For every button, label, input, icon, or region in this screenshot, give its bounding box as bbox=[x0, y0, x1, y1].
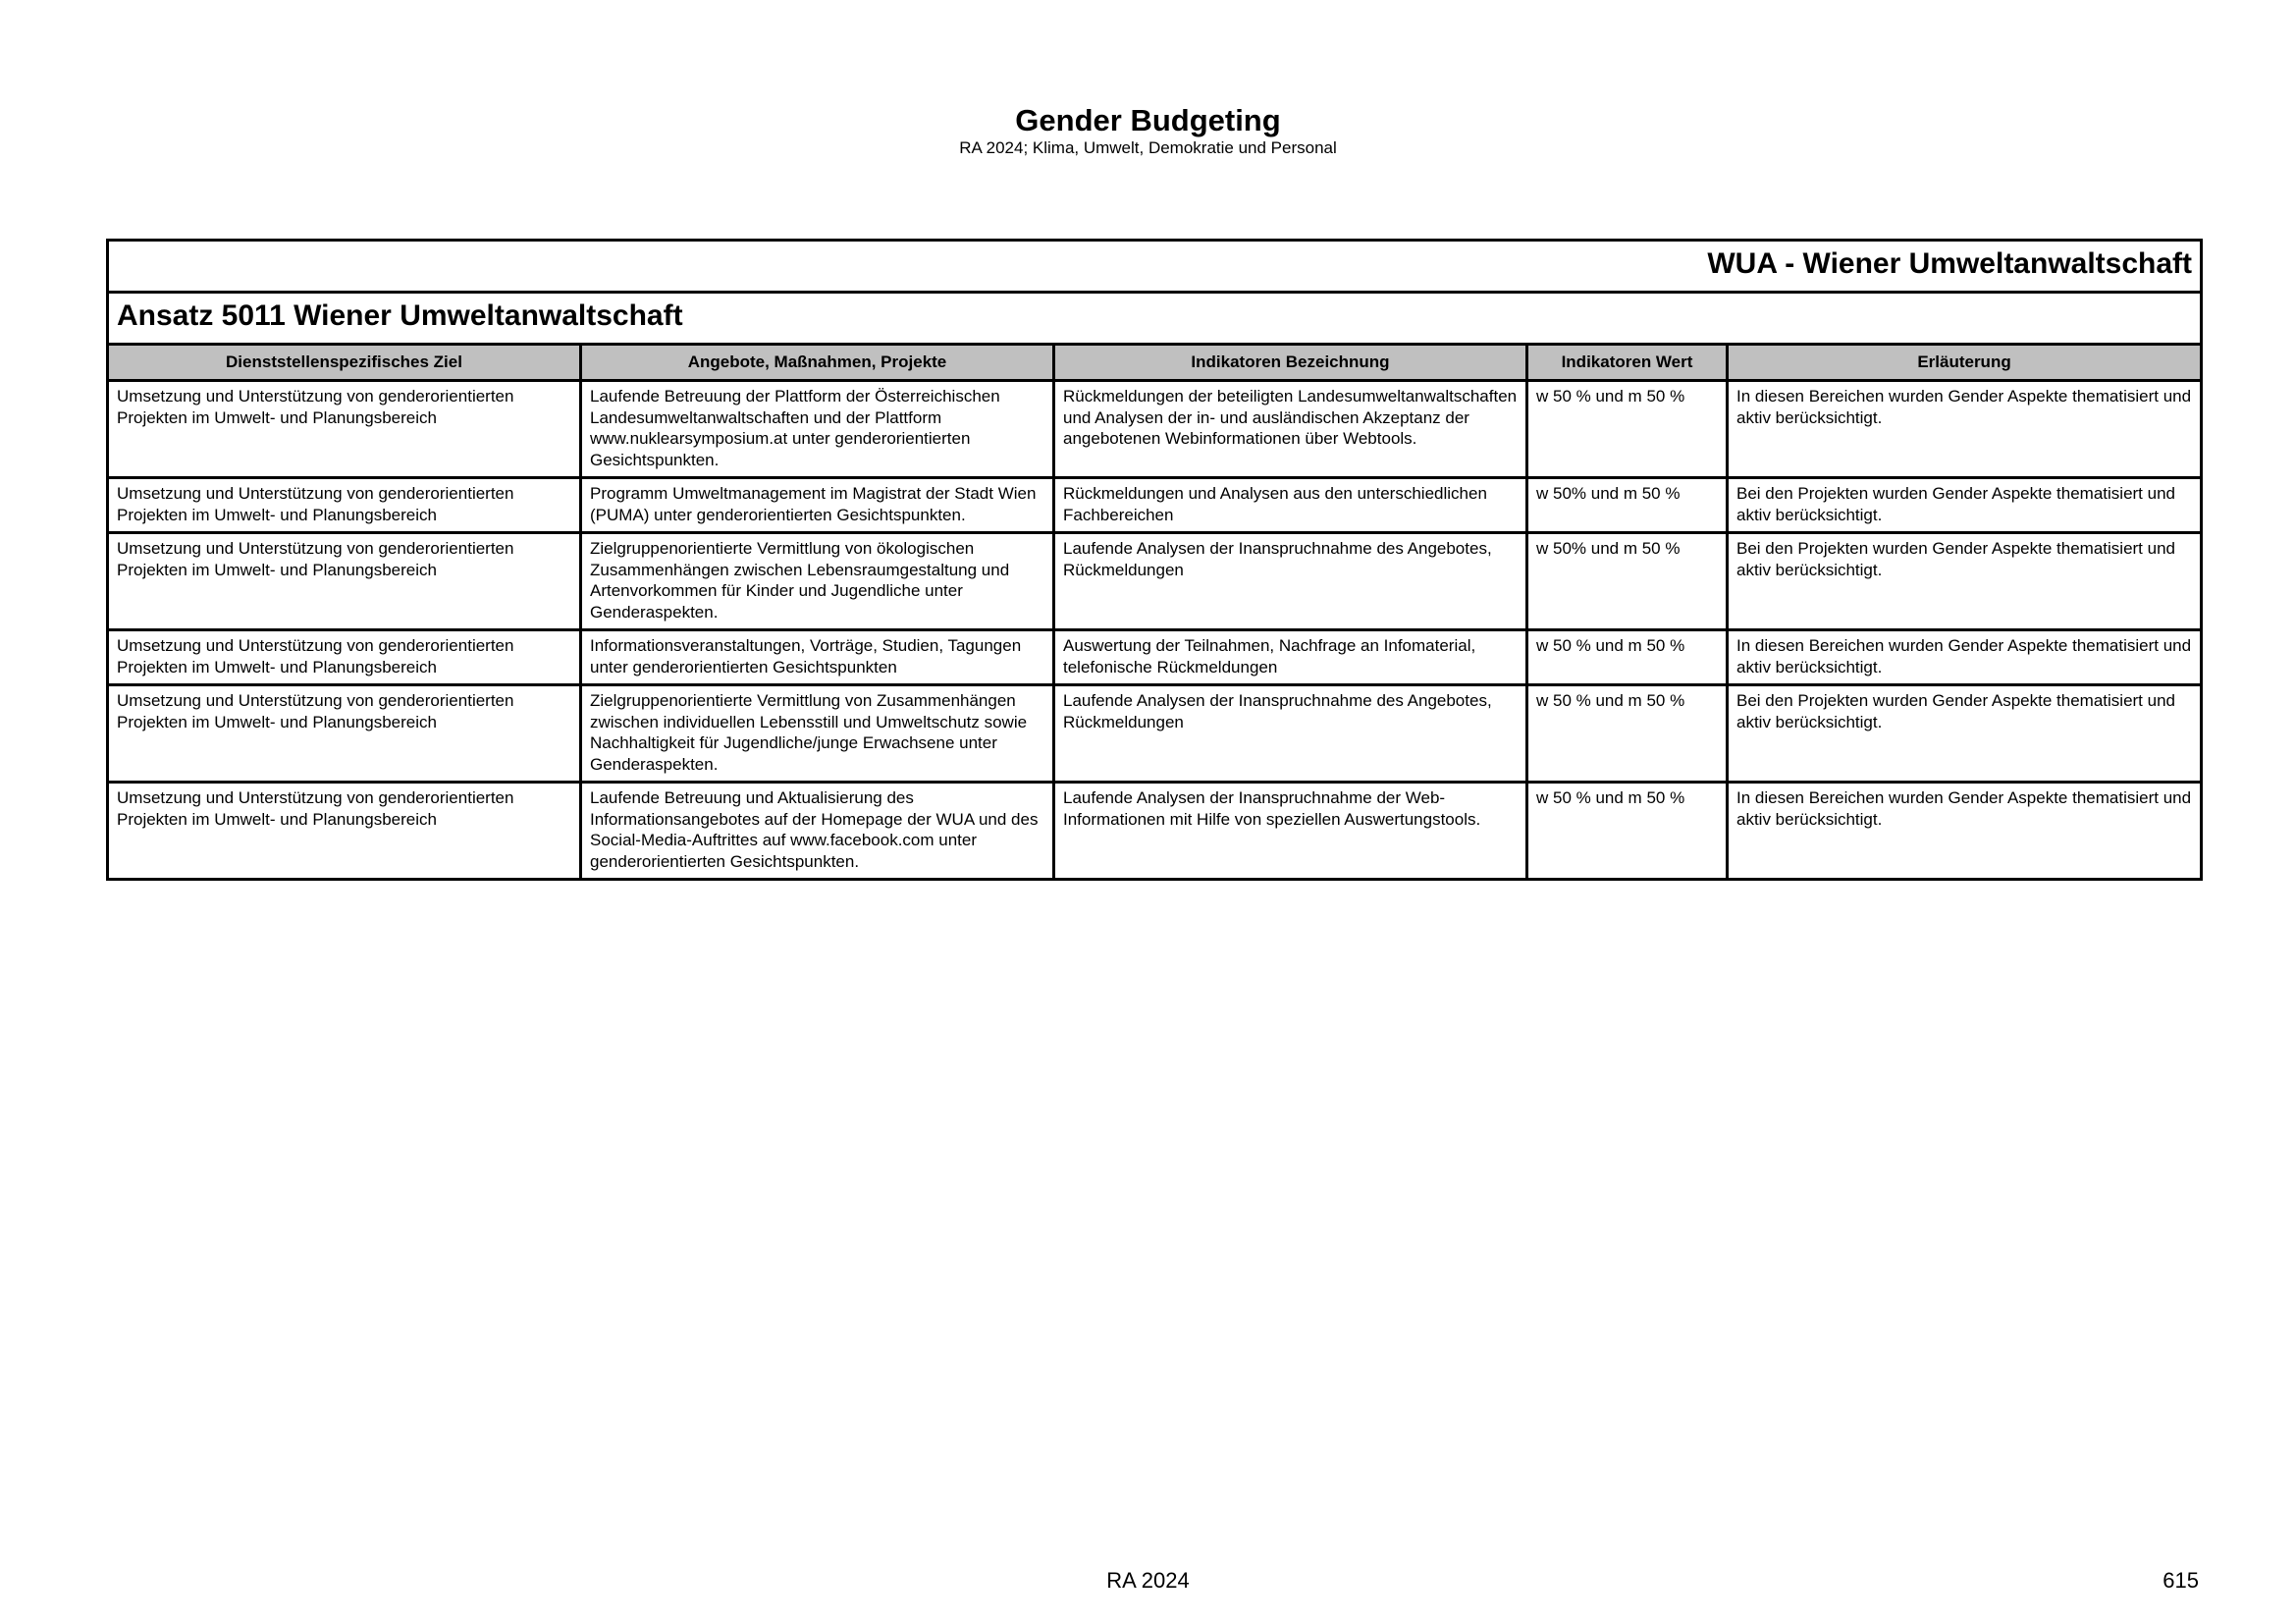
cell-erlaeuterung: In diesen Bereichen wurden Gender Aspekte thematisiert und aktiv berücksichtigt. bbox=[1728, 783, 2202, 880]
ansatz-title: Ansatz 5011 Wiener Umweltanwaltschaft bbox=[108, 293, 2202, 345]
column-header-erlaeuterung: Erläuterung bbox=[1728, 345, 2202, 381]
cell-indikator: Rückmeldungen der beteiligten Landesumweltanwaltschaften und Analysen der in- und ausländischen Akzeptanz der angebotenen Webinformationen über Webtools. bbox=[1054, 381, 1527, 478]
table-row bbox=[108, 381, 2202, 478]
cell-massnahmen: Zielgruppenorientierte Vermittlung von ökologischen Zusammenhängen zwischen Lebensraumgestaltung und Artenvorkommen für Kinder und Jugendliche unter Genderaspekten. bbox=[581, 533, 1054, 630]
cell-wert: w 50% und m 50 % bbox=[1527, 533, 1728, 630]
page-subtitle: RA 2024; Klima, Umwelt, Demokratie und Personal bbox=[959, 138, 1337, 157]
cell-wert: w 50 % und m 50 % bbox=[1527, 381, 1728, 478]
cell-indikator: Laufende Analysen der Inanspruchnahme des Angebotes, Rückmeldungen bbox=[1054, 685, 1527, 783]
column-header-massnahmen: Angebote, Maßnahmen, Projekte bbox=[581, 345, 1054, 381]
cell-indikator: Laufende Analysen der Inanspruchnahme der Web-Informationen mit Hilfe von speziellen Auswertungstools. bbox=[1054, 783, 1527, 880]
column-header-wert: Indikatoren Wert bbox=[1527, 345, 1728, 381]
cell-massnahmen: Programm Umweltmanagement im Magistrat der Stadt Wien (PUMA) unter genderorientierten Gesichtspunkten. bbox=[581, 478, 1054, 533]
table-row bbox=[108, 533, 2202, 630]
table-row bbox=[108, 630, 2202, 685]
table-row bbox=[108, 478, 2202, 533]
table-row bbox=[108, 685, 2202, 783]
cell-massnahmen: Laufende Betreuung der Plattform der Österreichischen Landesumweltanwaltschaften und der Plattform www.nuklearsymposium.at unter genderorientierten Gesichtspunkten. bbox=[581, 381, 1054, 478]
cell-wert: w 50 % und m 50 % bbox=[1527, 783, 1728, 880]
cell-wert: w 50% und m 50 % bbox=[1527, 478, 1728, 533]
cell-ziel: Umsetzung und Unterstützung von genderorientierten Projekten im Umwelt- und Planungsbereich bbox=[108, 630, 581, 685]
cell-wert: w 50 % und m 50 % bbox=[1527, 630, 1728, 685]
gender-budgeting-table bbox=[106, 239, 2203, 881]
cell-erlaeuterung: Bei den Projekten wurden Gender Aspekte thematisiert und aktiv berücksichtigt. bbox=[1728, 685, 2202, 783]
footer-label: RA 2024 bbox=[1106, 1568, 1190, 1593]
column-header-row bbox=[108, 345, 2202, 381]
cell-ziel: Umsetzung und Unterstützung von genderorientierten Projekten im Umwelt- und Planungsbereich bbox=[108, 381, 581, 478]
cell-erlaeuterung: Bei den Projekten wurden Gender Aspekte thematisiert und aktiv berücksichtigt. bbox=[1728, 533, 2202, 630]
cell-wert: w 50 % und m 50 % bbox=[1527, 685, 1728, 783]
ansatz-row bbox=[108, 293, 2202, 345]
cell-massnahmen: Laufende Betreuung und Aktualisierung des Informationsangebotes auf der Homepage der WUA und des Social-Media-Auftrittes auf www.facebook.com unter genderorientierten Gesichtspunkten. bbox=[581, 783, 1054, 880]
cell-massnahmen: Zielgruppenorientierte Vermittlung von Zusammenhängen zwischen individuellen Lebensstill und Umweltschutz sowie Nachhaltigkeit für Jugendliche/junge Erwachsene unter Genderaspekten. bbox=[581, 685, 1054, 783]
page-title: Gender Budgeting bbox=[1015, 103, 1281, 137]
cell-erlaeuterung: Bei den Projekten wurden Gender Aspekte thematisiert und aktiv berücksichtigt. bbox=[1728, 478, 2202, 533]
department-row bbox=[108, 241, 2202, 293]
cell-indikator: Laufende Analysen der Inanspruchnahme des Angebotes, Rückmeldungen bbox=[1054, 533, 1527, 630]
page-number: 615 bbox=[2163, 1568, 2199, 1593]
cell-erlaeuterung: In diesen Bereichen wurden Gender Aspekte thematisiert und aktiv berücksichtigt. bbox=[1728, 630, 2202, 685]
cell-ziel: Umsetzung und Unterstützung von genderorientierten Projekten im Umwelt- und Planungsbereich bbox=[108, 478, 581, 533]
column-header-ziel: Dienststellenspezifisches Ziel bbox=[108, 345, 581, 381]
cell-ziel: Umsetzung und Unterstützung von genderorientierten Projekten im Umwelt- und Planungsbereich bbox=[108, 533, 581, 630]
cell-indikator: Rückmeldungen und Analysen aus den unterschiedlichen Fachbereichen bbox=[1054, 478, 1527, 533]
cell-erlaeuterung: In diesen Bereichen wurden Gender Aspekte thematisiert und aktiv berücksichtigt. bbox=[1728, 381, 2202, 478]
cell-ziel: Umsetzung und Unterstützung von genderorientierten Projekten im Umwelt- und Planungsbereich bbox=[108, 783, 581, 880]
cell-massnahmen: Informationsveranstaltungen, Vorträge, Studien, Tagungen unter genderorientierten Gesichtspunkten bbox=[581, 630, 1054, 685]
table-row bbox=[108, 783, 2202, 880]
department-title: WUA - Wiener Umweltanwaltschaft bbox=[108, 241, 2202, 293]
cell-indikator: Auswertung der Teilnahmen, Nachfrage an Infomaterial, telefonische Rückmeldungen bbox=[1054, 630, 1527, 685]
column-header-indikator: Indikatoren Bezeichnung bbox=[1054, 345, 1527, 381]
cell-ziel: Umsetzung und Unterstützung von genderorientierten Projekten im Umwelt- und Planungsbereich bbox=[108, 685, 581, 783]
